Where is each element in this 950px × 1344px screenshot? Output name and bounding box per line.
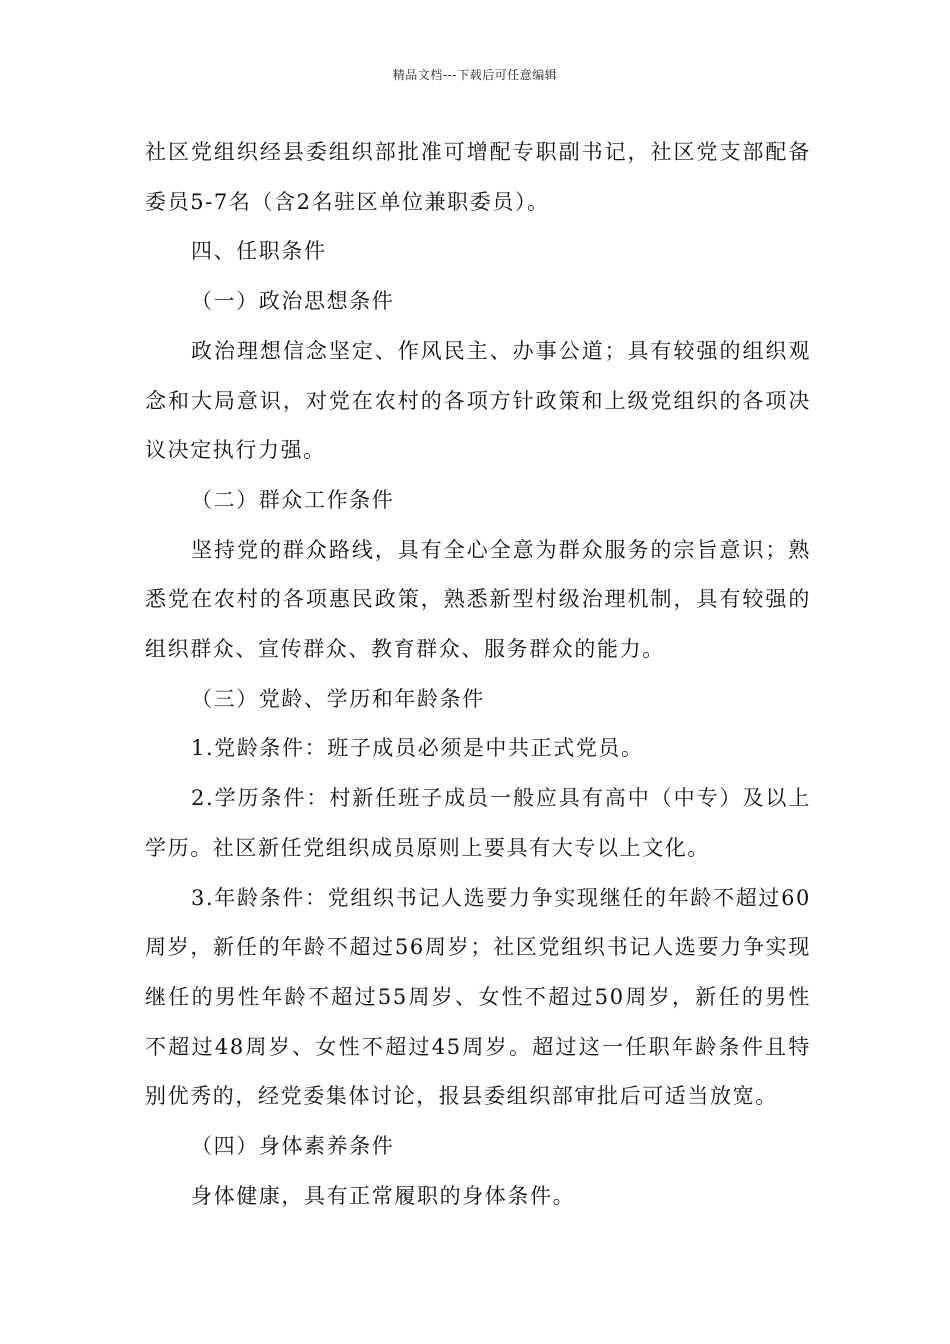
subheading-age-education: （三）党龄、学历和年龄条件 [191,686,485,711]
subheading-mass-work: （二）群众工作条件 [191,487,395,512]
subheading-political: （一）政治思想条件 [191,289,395,314]
item-age: 3.年龄条件：党组织书记人选要力争实现继任的年龄不超过60周岁，新任的年龄不超过56周岁；社区党组织书记人选要力争实现继任的男性年龄不超过55周岁、女性不超过50周岁，新任的男性不超过48周岁、女性不超过45周岁。超过这一任职年龄条件且特别优秀的，经党委集体讨论，报县委组织部审批后可适当放宽。 [145,885,811,1109]
document-body [145,128,811,1221]
subheading-health: （四）身体素养条件 [191,1134,395,1159]
paragraph-mass-work: 坚持党的群众路线，具有全心全意为群众服务的宗旨意识；熟悉党在农村的各项惠民政策，熟悉新型村级治理机制，具有较强的组织群众、宣传群众、教育群众、服务群众的能力。 [145,537,811,662]
paragraph-health: 身体健康，具有正常履职的身体条件。 [191,1183,576,1208]
item-education: 2.学历条件：村新任班子成员一般应具有高中（中专）及以上学历。社区新任党组织成员原则上要具有大专以上文化。 [145,786,811,860]
paragraph-political: 政治理想信念坚定、作风民主、办事公道；具有较强的组织观念和大局意识，对党在农村的各项方针政策和上级党组织的各项决议决定执行力强。 [145,338,811,463]
section-heading-requirements: 四、任职条件 [191,239,327,264]
paragraph-continuation: 社区党组织经县委组织部批准可增配专职副书记，社区党支部配备委员5-7名（含2名驻区单位兼职委员）。 [145,140,811,214]
page-header: 精品文档---下载后可任意编辑 [392,68,558,82]
item-party-age: 1.党龄条件：班子成员必须是中共正式党员。 [191,736,644,761]
